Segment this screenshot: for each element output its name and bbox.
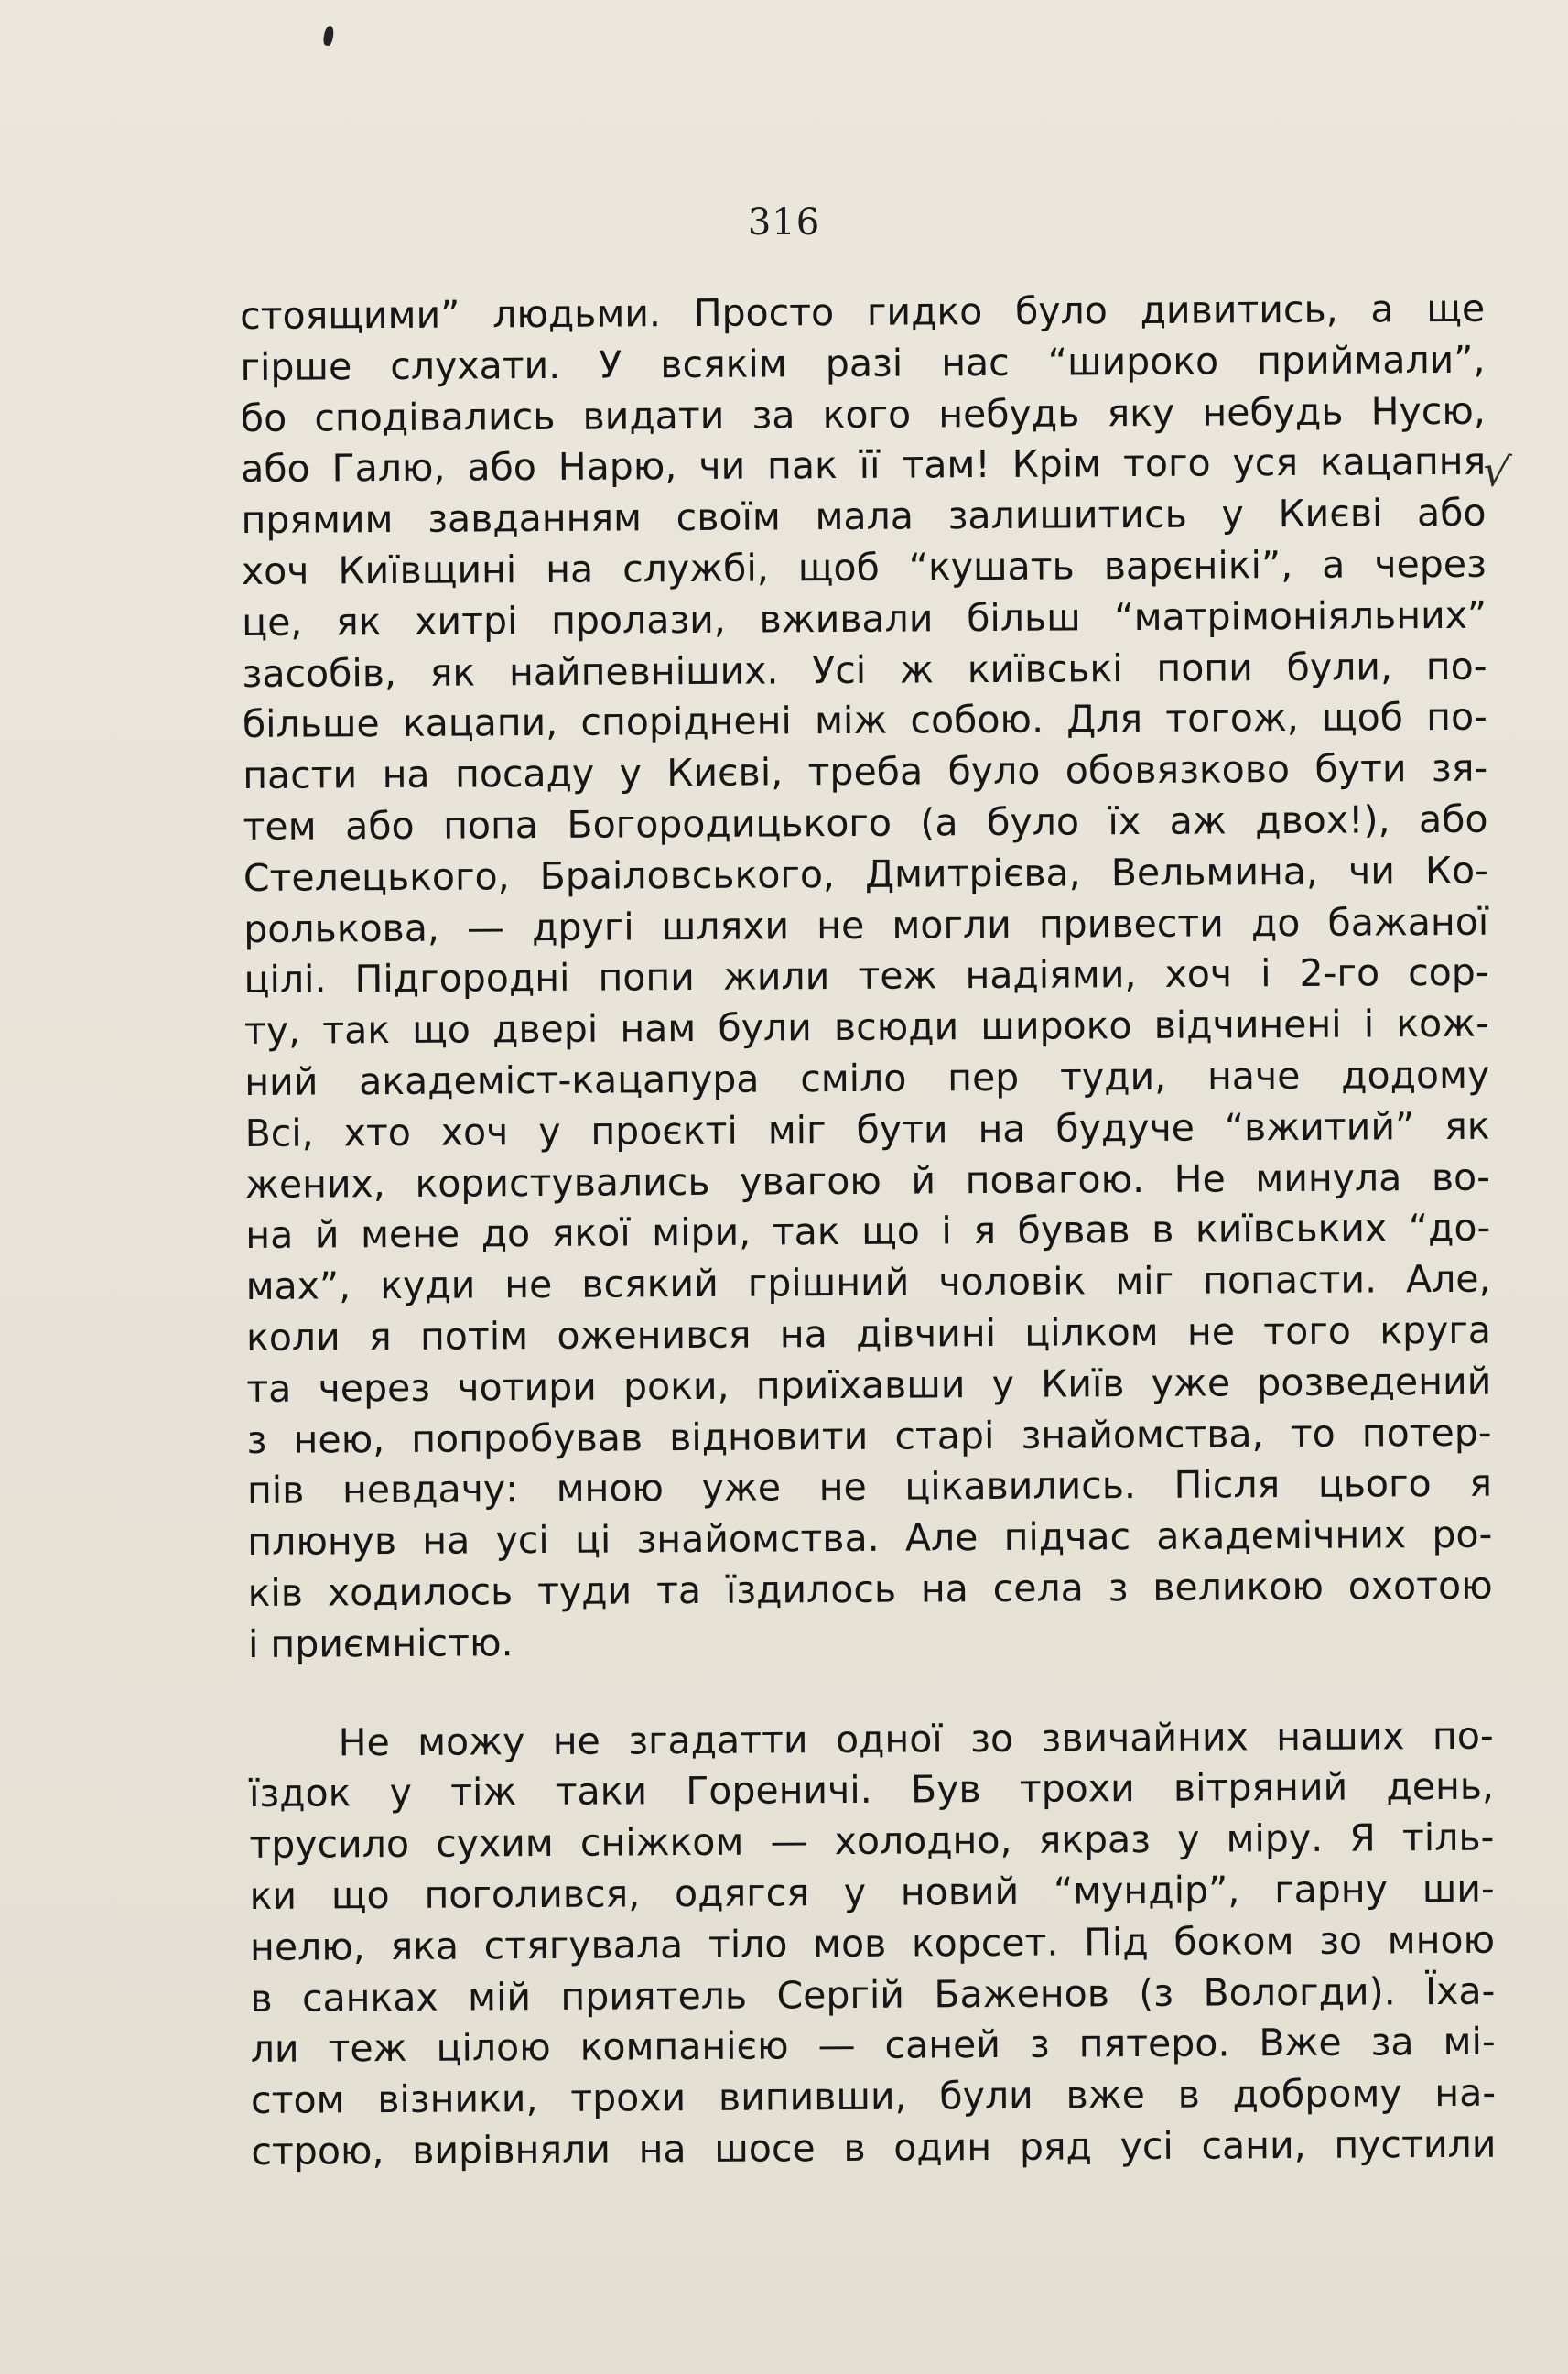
text-line: Всі, хто хоч у проєкті міг бути на будуче “вжитий” як xyxy=(244,1103,1490,1155)
text-line: ків ходилось туди та їздилось на села з великою охотою xyxy=(247,1563,1493,1615)
text-line: пасти на посаду у Києві, треба було обовязково бути зя- xyxy=(243,745,1488,798)
text-line: гірше слухати. У всякім разі нас “широко приймали”, xyxy=(240,337,1486,389)
text-line: тем або попа Богородицького (а було їх аж двох!), або xyxy=(243,797,1488,849)
text-line: стом візники, трохи випивши, були вже в доброму на- xyxy=(250,2070,1497,2123)
text-line: ний академіст-кацапура сміло пер туди, наче додому xyxy=(244,1052,1490,1104)
ink-speck xyxy=(322,25,335,46)
text-line: пів невдачу: мною уже не цікавились. Після цього я xyxy=(246,1460,1493,1513)
text-line: засобів, як найпевніших. Усі ж київські попи були, по- xyxy=(242,644,1487,696)
text-line: строю, вирівняли на шосе в один ряд усі сани, пустили xyxy=(251,2121,1497,2173)
text-line: в санках мій приятель Сергій Баженов (з Вологди). Їха- xyxy=(250,1968,1496,2021)
text-line: прямим завданням своїм мала залишитись у Києві або xyxy=(241,490,1487,543)
text-line: бо сподівались видати за кого небудь яку небудь Нусю, xyxy=(240,388,1486,440)
text-line: ли теж цілою компанією — саней з пятеро. Вже за мі- xyxy=(250,2019,1496,2072)
text-line: і приємністю. xyxy=(247,1620,514,1666)
text-line: їздок у тіж таки Гореничі. Був трохи вітряний день, xyxy=(248,1763,1495,1816)
text-line: або Галю, або Нарю, чи пак її там! Крім того уся кацапня xyxy=(241,439,1487,492)
page-number: 316 xyxy=(747,201,821,244)
text-line: коли я потім оженився на дівчині цілком не того круга xyxy=(245,1307,1492,1360)
paragraph-2 xyxy=(249,1710,1497,2177)
text-line: більше кацапи, споріднені між собою. Для тогож, щоб по- xyxy=(242,695,1488,747)
text-line: жених, користувались увагою й повагою. Не минула во- xyxy=(244,1154,1491,1207)
text-line: стоящими” людьми. Просто гидко було дивитись, а ще xyxy=(240,286,1486,338)
paragraph-1 xyxy=(240,284,1493,1671)
margin-check-mark: √ xyxy=(1479,445,1513,498)
text-line: мах”, куди не всякий грішний чоловік міг попасти. Але, xyxy=(245,1256,1491,1309)
text-line: Стелецького, Браіловського, Дмитрієва, Вельмина, чи Ко- xyxy=(243,848,1489,900)
paragraph-gap xyxy=(248,1663,1493,1718)
text-line: з нею, попробував відновити старі знайомства, то потер- xyxy=(246,1410,1492,1462)
text-line: та через чотири роки, приїхавши у Київ уже розведений xyxy=(246,1359,1492,1411)
text-line: трусило сухим сніжком — холодно, якраз у міру. Я тіль- xyxy=(249,1815,1495,1868)
text-line: нелю, яка стягувала тіло мов корсет. Під боком зо мною xyxy=(249,1917,1496,1969)
text-line: це, як хитрі пролази, вживали більш “матрімоніяльних” xyxy=(242,592,1487,645)
text-line: ки що поголився, одягся у новий “мундір”, гарну ши- xyxy=(249,1866,1495,1918)
text-line: цілі. Підгородні попи жили теж надіями, хоч і 2-го сор- xyxy=(243,950,1489,1003)
body-text xyxy=(240,284,1497,2178)
text-line: хоч Київщині на службі, щоб “кушать варєнікі”, а через xyxy=(241,541,1487,593)
text-line: Не можу не згадатти одної зо звичайних наших по- xyxy=(338,1713,1494,1764)
text-line: ту, так що двері нам були всюди широко відчинені і кож- xyxy=(243,1001,1490,1054)
text-line: ролькова, — другі шляхи не могли привести до бажаної xyxy=(243,899,1489,951)
text-line: на й мене до якої міри, так що і я бував в київських “до- xyxy=(245,1206,1491,1258)
text-line: плюнув на усі ці знайомства. Але підчас академічних ро- xyxy=(247,1512,1493,1565)
